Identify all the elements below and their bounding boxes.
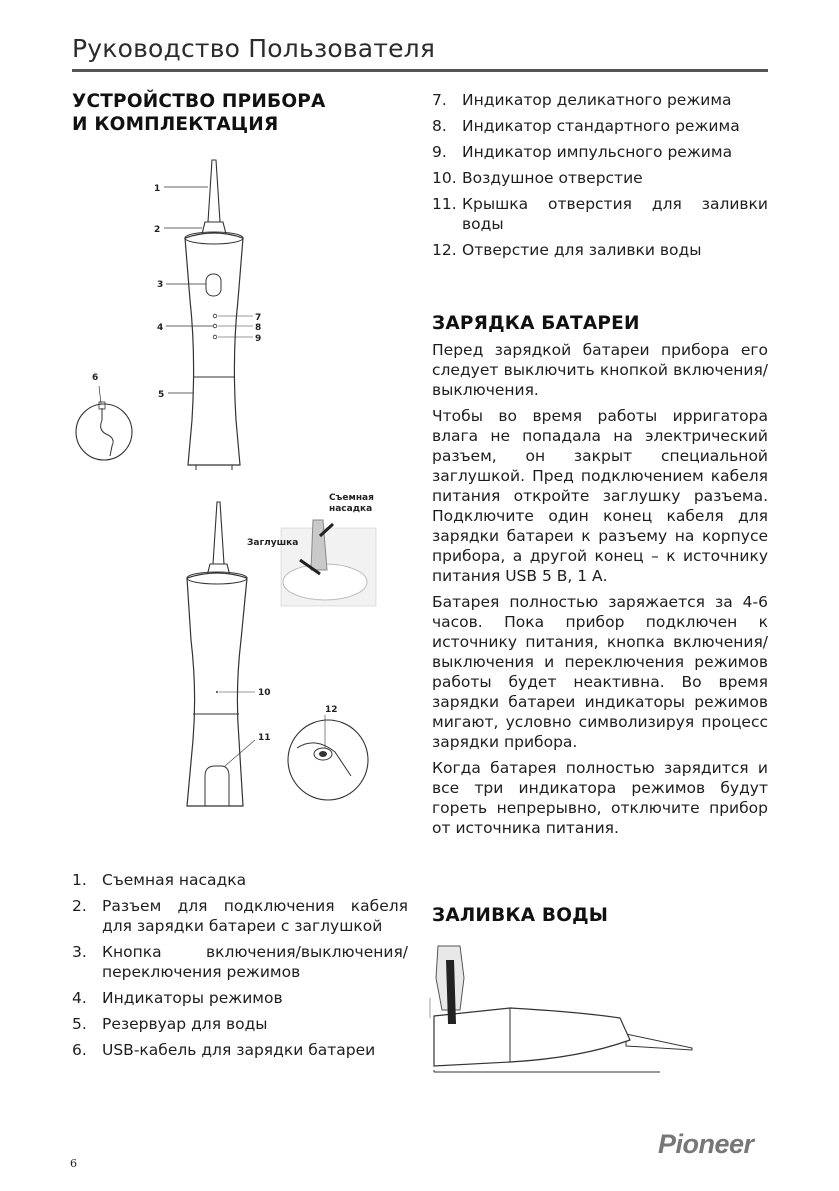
fill-hole-inset (288, 720, 368, 800)
list-item: 10. Воздушное отверстие (432, 169, 643, 187)
list-item: 3. Кнопка включения/выключения/ переключения режимов (72, 943, 408, 981)
list-item: 5. Резервуар для воды (72, 1015, 268, 1033)
header-divider (72, 69, 768, 72)
device-section-title (72, 90, 326, 136)
list-item: 2. Разъем для подключения кабеля для зарядки батареи с заглушкой (72, 897, 408, 935)
page-header-title: Руководство Пользователя (72, 34, 436, 63)
list-item: 8. Индикатор стандартного режима (432, 117, 740, 135)
body-shape (185, 233, 243, 465)
water-filling-illustration (430, 938, 695, 1078)
page-number: 6 (70, 1157, 77, 1170)
device-section-title-line2: И КОМПЛЕКТАЦИЯ (72, 114, 279, 135)
callout-11: 11 (258, 733, 271, 743)
list-item: 4. Индикаторы режимов (72, 989, 283, 1007)
callout-8: 8 (255, 323, 262, 333)
list-item: 9. Индикатор импульсного режима (432, 143, 733, 161)
callout-9: 9 (255, 334, 262, 344)
irrigator-front-illustration (72, 150, 272, 480)
charging-section-body (432, 340, 768, 844)
charging-paragraph-2: Чтобы во время работы ирригатора влага не попадала на электрический разъем, он закрыт специальной заглушкой. Пред подключением кабеля питания откройте заглушку разъема. Подключите один конец кабеля для зарядки батареи к разъему на корпусе прибора, а другой конец – к источнику питания USB 5 В, 1 А. (432, 407, 768, 585)
label-nozzle-line1: Съемная (329, 493, 374, 503)
callout-7: 7 (255, 313, 262, 323)
filling-section-title: ЗАЛИВКА ВОДЫ (432, 905, 609, 926)
list-item: 7. Индикатор деликатного режима (432, 91, 732, 109)
irrigator-back-illustration (175, 490, 385, 820)
callout-6: 6 (92, 373, 99, 383)
label-nozzle-line2: насадка (329, 504, 373, 514)
usb-cable-inset (76, 404, 132, 460)
charging-paragraph-1: Перед зарядкой батареи прибора его следует выключить кнопкой включения/выключения. (432, 341, 768, 399)
label-plug: Заглушка (247, 538, 299, 548)
callout-4: 4 (157, 323, 164, 333)
callout-12: 12 (325, 705, 338, 715)
parts-list-right (432, 90, 768, 266)
list-item: 1. Съемная насадка (72, 871, 247, 889)
callout-2: 2 (154, 225, 161, 235)
charging-section-title: ЗАРЯДКА БАТАРЕИ (432, 313, 640, 334)
callout-10: 10 (258, 688, 271, 698)
brand-logo: Pioneer (658, 1129, 754, 1159)
parts-list-left (72, 870, 408, 1066)
callout-3: 3 (157, 280, 164, 290)
charging-paragraph-4: Когда батарея полностью зарядится и все три индикатора режимов будут гореть непрерывно, отключите прибор от источника питания. (432, 759, 768, 837)
list-item: 6. USB-кабель для зарядки батареи (72, 1041, 376, 1059)
nozzle-shape (208, 160, 220, 222)
charging-paragraph-3: Батарея полностью заряжается за 4-6 часов. Пока прибор подключен к источнику питания, кнопка включения/выключения и переключения режимов работы будет неактивна. Во время зарядки батареи индикаторы режимов мигают, условно символизируя процесс зарядки прибора. (432, 593, 768, 751)
device-section-title-line1: УСТРОЙСТВО ПРИБОРА (72, 91, 326, 112)
list-item: 12. Отверстие для заливки воды (432, 241, 702, 259)
callout-1: 1 (154, 184, 161, 194)
callout-5: 5 (158, 390, 165, 400)
list-item: 11. Крышка отверстия для заливки воды (432, 195, 768, 233)
